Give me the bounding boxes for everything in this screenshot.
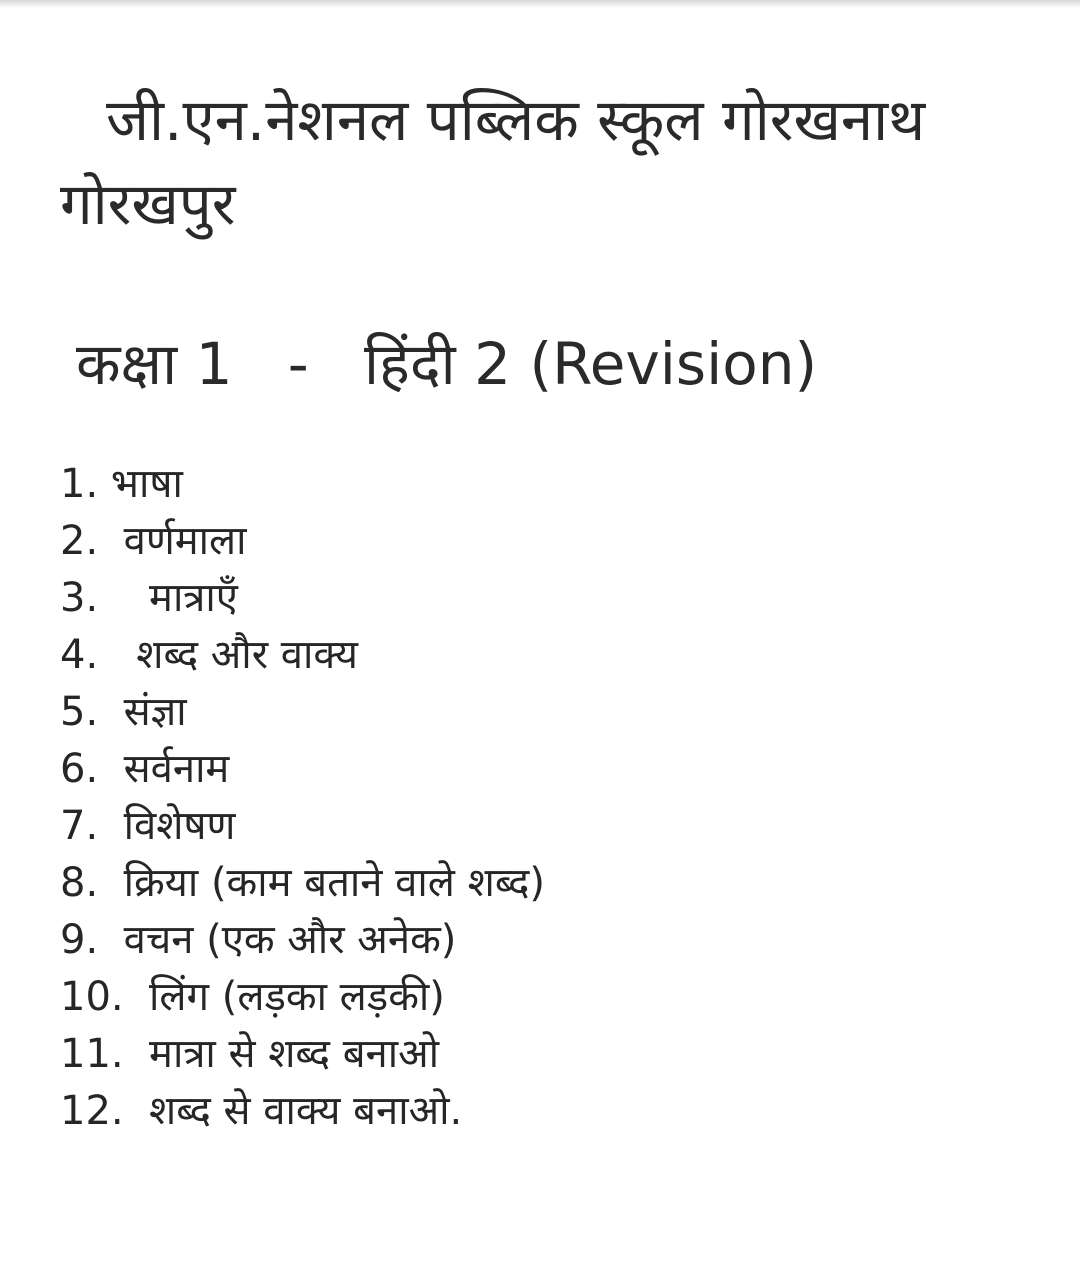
topic-item: 2. वर्णमाला (60, 518, 247, 564)
topic-item: 9. वचन (एक और अनेक) (60, 917, 457, 963)
topic-item: 10. लिंग (लड़का लड़की) (60, 974, 445, 1020)
topic-item: 4. शब्द और वाक्य (60, 632, 358, 678)
topic-item: 7. विशेषण (60, 803, 236, 849)
class-subject-title: कक्षा 1 - हिंदी 2 (Revision) (76, 330, 818, 398)
topic-item: 11. मात्रा से शब्द बनाओ (60, 1031, 440, 1077)
topic-item: 6. सर्वनाम (60, 746, 230, 792)
top-edge-shadow (0, 0, 1080, 8)
topic-item: 1. भाषा (60, 461, 183, 507)
revision-topic-list (60, 456, 545, 1140)
school-name-heading: जी.एन.नेशनल पब्लिक स्कूल गोरखनाथ गोरखपुर (60, 86, 926, 238)
topic-item: 3. मात्राएँ (60, 575, 238, 621)
topic-item: 5. संज्ञा (60, 689, 187, 735)
topic-item: 8. क्रिया (काम बताने वाले शब्द) (60, 860, 545, 906)
topic-item: 12. शब्द से वाक्य बनाओ. (60, 1088, 463, 1134)
